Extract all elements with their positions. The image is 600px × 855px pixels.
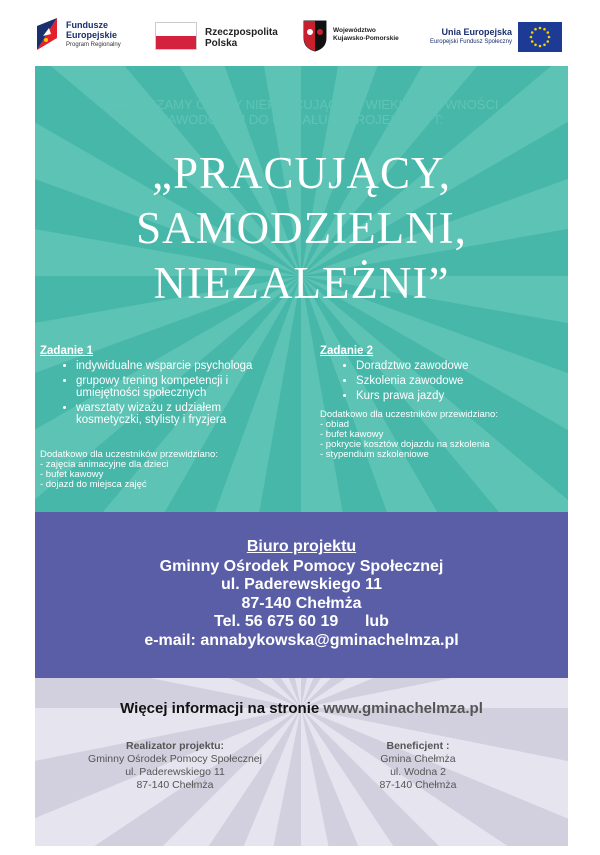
eu-star-icon: [543, 28, 546, 31]
list-item: • warsztaty wizażu z udziałem kosmetyczki, stylisty i fryzjera: [76, 402, 285, 426]
kujawsko-pomorskie-text: Województwo Kujawsko-Pomorskie: [333, 27, 399, 42]
invitation-text: ZAPRASZAMY OSOBY NIEPRACUJĄCE W WIEKU AKTYWNOŚCI ZAWODOWEJ DO UDZIAŁU W PROJEKCIE PT:: [104, 97, 499, 127]
eu-star-icon: [543, 43, 546, 46]
beneficjent: Beneficjent : Gmina Chełmża ul. Wodna 2 87-140 Chełmża: [379, 740, 457, 791]
eu-star-icon: [539, 45, 542, 48]
office-street: ul. Paderewskiego 11: [221, 576, 382, 593]
task-2-list: [320, 360, 560, 402]
task-1-extras: Dodatkowo dla uczestników przewidziano: - zajęcia animacyjne dla dzieci - bufet kawowy - dojazd do miejsca zajęć: [40, 450, 290, 490]
realizator: Realizator projektu: Gminny Ośrodek Pomocy Społecznej ul. Paderewskiego 11 87-140 Chełmża: [88, 740, 262, 791]
footer-info: [35, 678, 568, 846]
list-item: - bufet kawowy: [40, 469, 104, 480]
logo-bar: [0, 0, 600, 66]
eu-star-icon: [546, 31, 549, 34]
eu-flag-icon: [518, 22, 562, 52]
task-2-extras: Dodatkowo dla uczestników przewidziano: - obiad - bufet kawowy - pokrycie kosztów dojazdu na szkolenia - stypendium szkoleniowe: [320, 410, 560, 460]
task-2-heading: Zadanie 2: [320, 345, 374, 357]
eu-star-icon: [546, 40, 549, 43]
more-info: Więcej informacji na stronie www.gminachelmza.pl: [120, 700, 483, 717]
list-item: • grupowy trening kompetencji i umiejętności społecznych: [76, 375, 285, 399]
task-1: [40, 345, 285, 429]
list-item: - dojazd do miejsca zajęć: [40, 479, 147, 490]
project-title: „PRACUJĄCY, SAMODZIELNI, NIEZALEŻNI”: [136, 148, 467, 308]
project-office: [35, 512, 568, 678]
list-item: • Doradztwo zawodowe: [356, 360, 560, 372]
list-item: - obiad: [320, 419, 350, 430]
eu-star-icon: [531, 40, 534, 43]
list-item: • Kurs prawa jazdy: [356, 390, 560, 402]
eu-star-icon: [534, 28, 537, 31]
fundusze-europejskie-text: Fundusze Europejskie Program Regionalny: [66, 20, 121, 48]
unia-europejska-text: Unia Europejska Europejski Fundusz Społeczny: [429, 27, 512, 45]
rzeczpospolita-text: Rzeczpospolita Polska: [205, 27, 278, 49]
list-item: - zajęcia animacyjne dla dzieci: [40, 459, 169, 470]
list-item: - stypendium szkoleniowe: [320, 449, 429, 460]
list-item: • Szkolenia zawodowe: [356, 375, 560, 387]
polish-flag-icon: [155, 22, 197, 50]
kujawsko-pomorskie-crest-icon: [303, 20, 327, 52]
project-banner: [35, 66, 568, 512]
task-1-heading: Zadanie 1: [40, 345, 94, 357]
task-2: [320, 345, 560, 405]
eu-star-icon: [548, 36, 551, 39]
eu-star-icon: [530, 36, 533, 39]
list-item: - bufet kawowy: [320, 429, 384, 440]
eu-star-icon: [539, 27, 542, 30]
office-email[interactable]: e-mail: annabykowska@gminachelmza.pl: [144, 632, 459, 649]
eu-star-icon: [531, 31, 534, 34]
fundusze-europejskie-logo-icon: [37, 18, 61, 50]
office-city: 87-140 Chełmża: [241, 595, 362, 612]
list-item: • indywidualne wsparcie psychologa: [76, 360, 285, 372]
list-item: - pokrycie kosztów dojazdu na szkolenia: [320, 439, 490, 450]
task-1-list: [40, 360, 285, 426]
office-phone: Tel. 56 675 60 19 lub: [214, 613, 389, 630]
office-name: Gminny Ośrodek Pomocy Społecznej: [159, 558, 444, 575]
eu-star-icon: [534, 43, 537, 46]
website-link[interactable]: www.gminachelmza.pl: [323, 700, 483, 717]
office-heading: Biuro projektu: [246, 538, 357, 555]
